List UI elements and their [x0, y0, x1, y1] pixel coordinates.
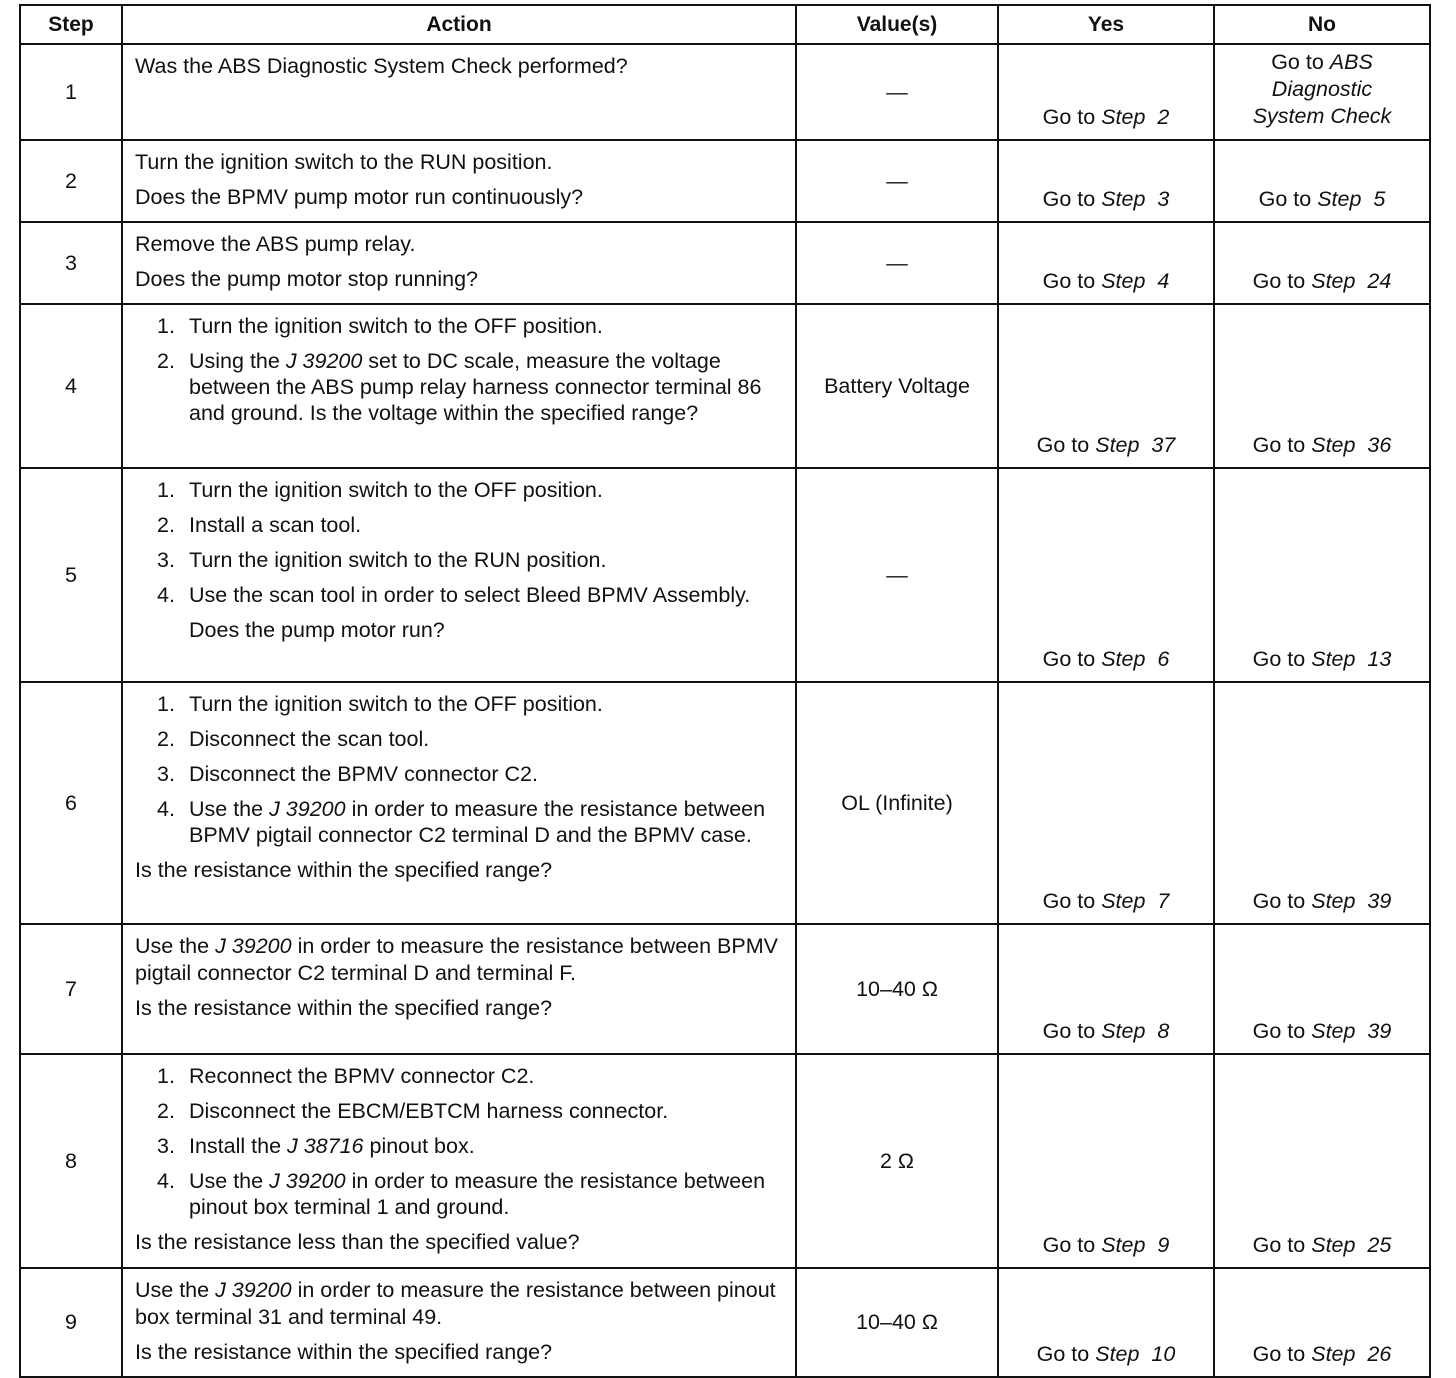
table-row	[20, 682, 1430, 924]
goto-target[interactable]: Step 10	[1095, 1342, 1176, 1366]
action-step	[157, 477, 783, 503]
tool-name: J 38716	[287, 1134, 364, 1158]
action-line: Turn the ignition switch to the RUN position.	[135, 150, 553, 174]
value-cell: 10–40 Ω	[796, 924, 998, 1054]
step-index: 4.	[157, 797, 175, 821]
action-text: Disconnect the EBCM/EBTCM harness connector.	[189, 1099, 669, 1123]
value-cell: Battery Voltage	[796, 304, 998, 468]
table-row	[20, 1268, 1430, 1377]
goto-prefix: Go to	[1036, 1342, 1090, 1366]
header-row	[20, 5, 1430, 44]
goto-prefix: Go to	[1252, 269, 1306, 293]
action-text: Use the	[135, 934, 216, 958]
action-text: pinout box.	[363, 1134, 475, 1158]
yes-cell	[998, 222, 1214, 304]
table-row	[20, 140, 1430, 222]
tool-name: J 39200	[285, 349, 363, 373]
action-step	[157, 582, 783, 608]
tool-name: J 39200	[215, 934, 292, 958]
goto-prefix: Go to	[1042, 889, 1096, 913]
step-index: 3.	[157, 548, 175, 572]
action-step	[157, 348, 783, 426]
step-index: 1.	[157, 314, 175, 338]
value-cell: —	[796, 140, 998, 222]
diagnostic-table	[19, 4, 1431, 1378]
goto-prefix: Go to	[1252, 433, 1306, 457]
action-line	[135, 1277, 783, 1331]
action-text: in order to measure the resistance between pinout box terminal 1 and ground.	[189, 1169, 766, 1219]
step-number: 3	[20, 222, 122, 304]
no-cell	[1214, 1054, 1430, 1268]
action-step	[157, 1098, 783, 1124]
no-cell	[1214, 222, 1430, 304]
action-line: Does the pump motor stop running?	[135, 267, 479, 291]
yes-cell	[998, 924, 1214, 1054]
yes-cell	[998, 304, 1214, 468]
action-steps	[135, 691, 783, 848]
action-text: Use the	[189, 1169, 270, 1193]
action-cell	[122, 140, 796, 222]
goto-target[interactable]: Step 37	[1095, 433, 1176, 457]
value-cell: —	[796, 468, 998, 682]
step-index: 4.	[157, 583, 175, 607]
action-text: in order to measure the resistance between BPMV pigtail connector C2 terminal D and the BPMV case.	[189, 797, 766, 847]
action-question: Is the resistance within the specified range?	[135, 1340, 553, 1364]
goto-prefix: Go to	[1252, 889, 1306, 913]
goto-prefix: Go to	[1042, 105, 1096, 129]
step-index: 1.	[157, 692, 175, 716]
no-cell	[1214, 304, 1430, 468]
goto-target[interactable]: Step 8	[1101, 1019, 1170, 1043]
tool-name: J 39200	[269, 1169, 346, 1193]
action-text: Install a scan tool.	[189, 513, 362, 537]
action-text: Disconnect the BPMV connector C2.	[189, 762, 538, 786]
table-row	[20, 304, 1430, 468]
goto-prefix: Go to	[1042, 1019, 1096, 1043]
goto-prefix: Go to	[1036, 433, 1090, 457]
goto-target[interactable]: Step 39	[1311, 889, 1392, 913]
step-index: 2.	[157, 1099, 175, 1123]
action-text: Use the	[135, 1278, 216, 1302]
no-cell	[1214, 1268, 1430, 1377]
action-text: Turn the ignition switch to the OFF position.	[189, 478, 603, 502]
action-text: Turn the ignition switch to the OFF position.	[189, 314, 603, 338]
action-step	[157, 1133, 783, 1159]
no-cell	[1214, 140, 1430, 222]
step-number: 4	[20, 304, 122, 468]
goto-target[interactable]: System Check	[1252, 104, 1392, 128]
goto-target[interactable]: Diagnostic	[1271, 77, 1373, 101]
action-text: Using the	[189, 349, 286, 373]
goto-target[interactable]: Step 2	[1101, 105, 1170, 129]
goto-target[interactable]: Step 3	[1101, 187, 1170, 211]
goto-target[interactable]: Step 6	[1101, 647, 1170, 671]
action-cell	[122, 1054, 796, 1268]
value-cell: —	[796, 44, 998, 140]
step-index: 4.	[157, 1169, 175, 1193]
goto-prefix: Go to	[1271, 50, 1324, 74]
step-index: 2.	[157, 349, 175, 373]
header-no: No	[1214, 5, 1430, 44]
goto-prefix: Go to	[1042, 187, 1096, 211]
table-row	[20, 44, 1430, 140]
goto-target[interactable]: Step 24	[1311, 269, 1392, 293]
yes-cell	[998, 1054, 1214, 1268]
step-number: 9	[20, 1268, 122, 1377]
step-number: 2	[20, 140, 122, 222]
yes-cell	[998, 140, 1214, 222]
step-index: 2.	[157, 513, 175, 537]
header-step: Step	[20, 5, 122, 44]
goto-target[interactable]: Step 9	[1101, 1233, 1170, 1257]
goto-target[interactable]: Step 4	[1101, 269, 1170, 293]
action-text: set to DC scale, measure the voltage between the ABS pump relay harness connector terminal 86 and ground. Is the voltage within the specified range?	[189, 349, 762, 425]
goto-prefix: Go to	[1252, 1019, 1306, 1043]
action-text: in order to measure the resistance between pinout box terminal 31 and terminal 49.	[135, 1278, 776, 1329]
action-steps	[135, 1063, 783, 1220]
yes-cell	[998, 682, 1214, 924]
action-question: Is the resistance less than the specified value?	[135, 1230, 580, 1254]
action-cell	[122, 304, 796, 468]
table-row	[20, 222, 1430, 304]
action-step	[157, 691, 783, 717]
no-cell	[1214, 468, 1430, 682]
goto-prefix: Go to	[1042, 1233, 1096, 1257]
action-step	[157, 726, 783, 752]
action-cell	[122, 222, 796, 304]
goto-prefix: Go to	[1252, 1233, 1306, 1257]
goto-target[interactable]: Step 36	[1311, 433, 1392, 457]
value-cell: 10–40 Ω	[796, 1268, 998, 1377]
tool-name: J 39200	[269, 797, 346, 821]
action-cell	[122, 924, 796, 1054]
table-row	[20, 1054, 1430, 1268]
goto-target[interactable]: Step 13	[1311, 647, 1392, 671]
header-yes: Yes	[998, 5, 1214, 44]
step-number: 1	[20, 44, 122, 140]
action-text: Use the	[189, 797, 270, 821]
action-text: Disconnect the scan tool.	[189, 727, 430, 751]
header-action: Action	[122, 5, 796, 44]
action-question: Does the pump motor run?	[189, 618, 445, 642]
action-cell	[122, 1268, 796, 1377]
goto-prefix: Go to	[1042, 269, 1096, 293]
action-cell	[122, 682, 796, 924]
action-line	[135, 933, 783, 987]
step-number: 6	[20, 682, 122, 924]
action-cell	[122, 468, 796, 682]
goto-prefix: Go to	[1252, 1342, 1306, 1366]
action-step	[157, 796, 783, 848]
step-number: 7	[20, 924, 122, 1054]
action-text: Install the	[189, 1134, 287, 1158]
action-line: Was the ABS Diagnostic System Check performed?	[135, 54, 628, 78]
table-row	[20, 468, 1430, 682]
action-line: Remove the ABS pump relay.	[135, 232, 416, 256]
action-text: Use the scan tool in order to select Bleed BPMV Assembly.	[189, 583, 751, 607]
goto-prefix: Go to	[1258, 187, 1312, 211]
step-number: 5	[20, 468, 122, 682]
step-number: 8	[20, 1054, 122, 1268]
action-text: Turn the ignition switch to the OFF position.	[189, 692, 603, 716]
action-step	[157, 1168, 783, 1220]
action-question: Is the resistance within the specified range?	[135, 996, 553, 1020]
step-index: 3.	[157, 1134, 175, 1158]
goto-target[interactable]: ABS	[1329, 50, 1373, 74]
step-index: 1.	[157, 478, 175, 502]
action-step	[157, 512, 783, 538]
value-cell: —	[796, 222, 998, 304]
goto-target[interactable]: Step 26	[1311, 1342, 1392, 1366]
goto-target[interactable]: Step 7	[1101, 889, 1170, 913]
yes-cell	[998, 1268, 1214, 1377]
action-question: Is the resistance within the specified range?	[135, 858, 553, 882]
action-cell	[122, 44, 796, 140]
action-line: Does the BPMV pump motor run continuously?	[135, 185, 584, 209]
goto-prefix: Go to	[1042, 647, 1096, 671]
value-cell: OL (Infinite)	[796, 682, 998, 924]
action-step	[157, 313, 783, 339]
action-step	[157, 1063, 783, 1089]
step-index: 2.	[157, 727, 175, 751]
header-values: Value(s)	[796, 5, 998, 44]
goto-target[interactable]: Step 5	[1317, 187, 1386, 211]
action-steps	[135, 477, 783, 608]
step-index: 1.	[157, 1064, 175, 1088]
no-cell	[1214, 44, 1430, 140]
table-row	[20, 924, 1430, 1054]
step-index: 3.	[157, 762, 175, 786]
action-step	[157, 547, 783, 573]
action-text: in order to measure the resistance between BPMV pigtail connector C2 terminal D and terminal F.	[135, 934, 778, 985]
value-cell: 2 Ω	[796, 1054, 998, 1268]
yes-cell	[998, 468, 1214, 682]
yes-cell	[998, 44, 1214, 140]
goto-prefix: Go to	[1252, 647, 1306, 671]
action-step	[157, 761, 783, 787]
action-text: Reconnect the BPMV connector C2.	[189, 1064, 535, 1088]
goto-target[interactable]: Step 25	[1311, 1233, 1392, 1257]
goto-target[interactable]: Step 39	[1311, 1019, 1392, 1043]
action-text: Turn the ignition switch to the RUN position.	[189, 548, 607, 572]
tool-name: J 39200	[215, 1278, 292, 1302]
no-cell	[1214, 682, 1430, 924]
no-cell	[1214, 924, 1430, 1054]
action-steps	[135, 313, 783, 426]
